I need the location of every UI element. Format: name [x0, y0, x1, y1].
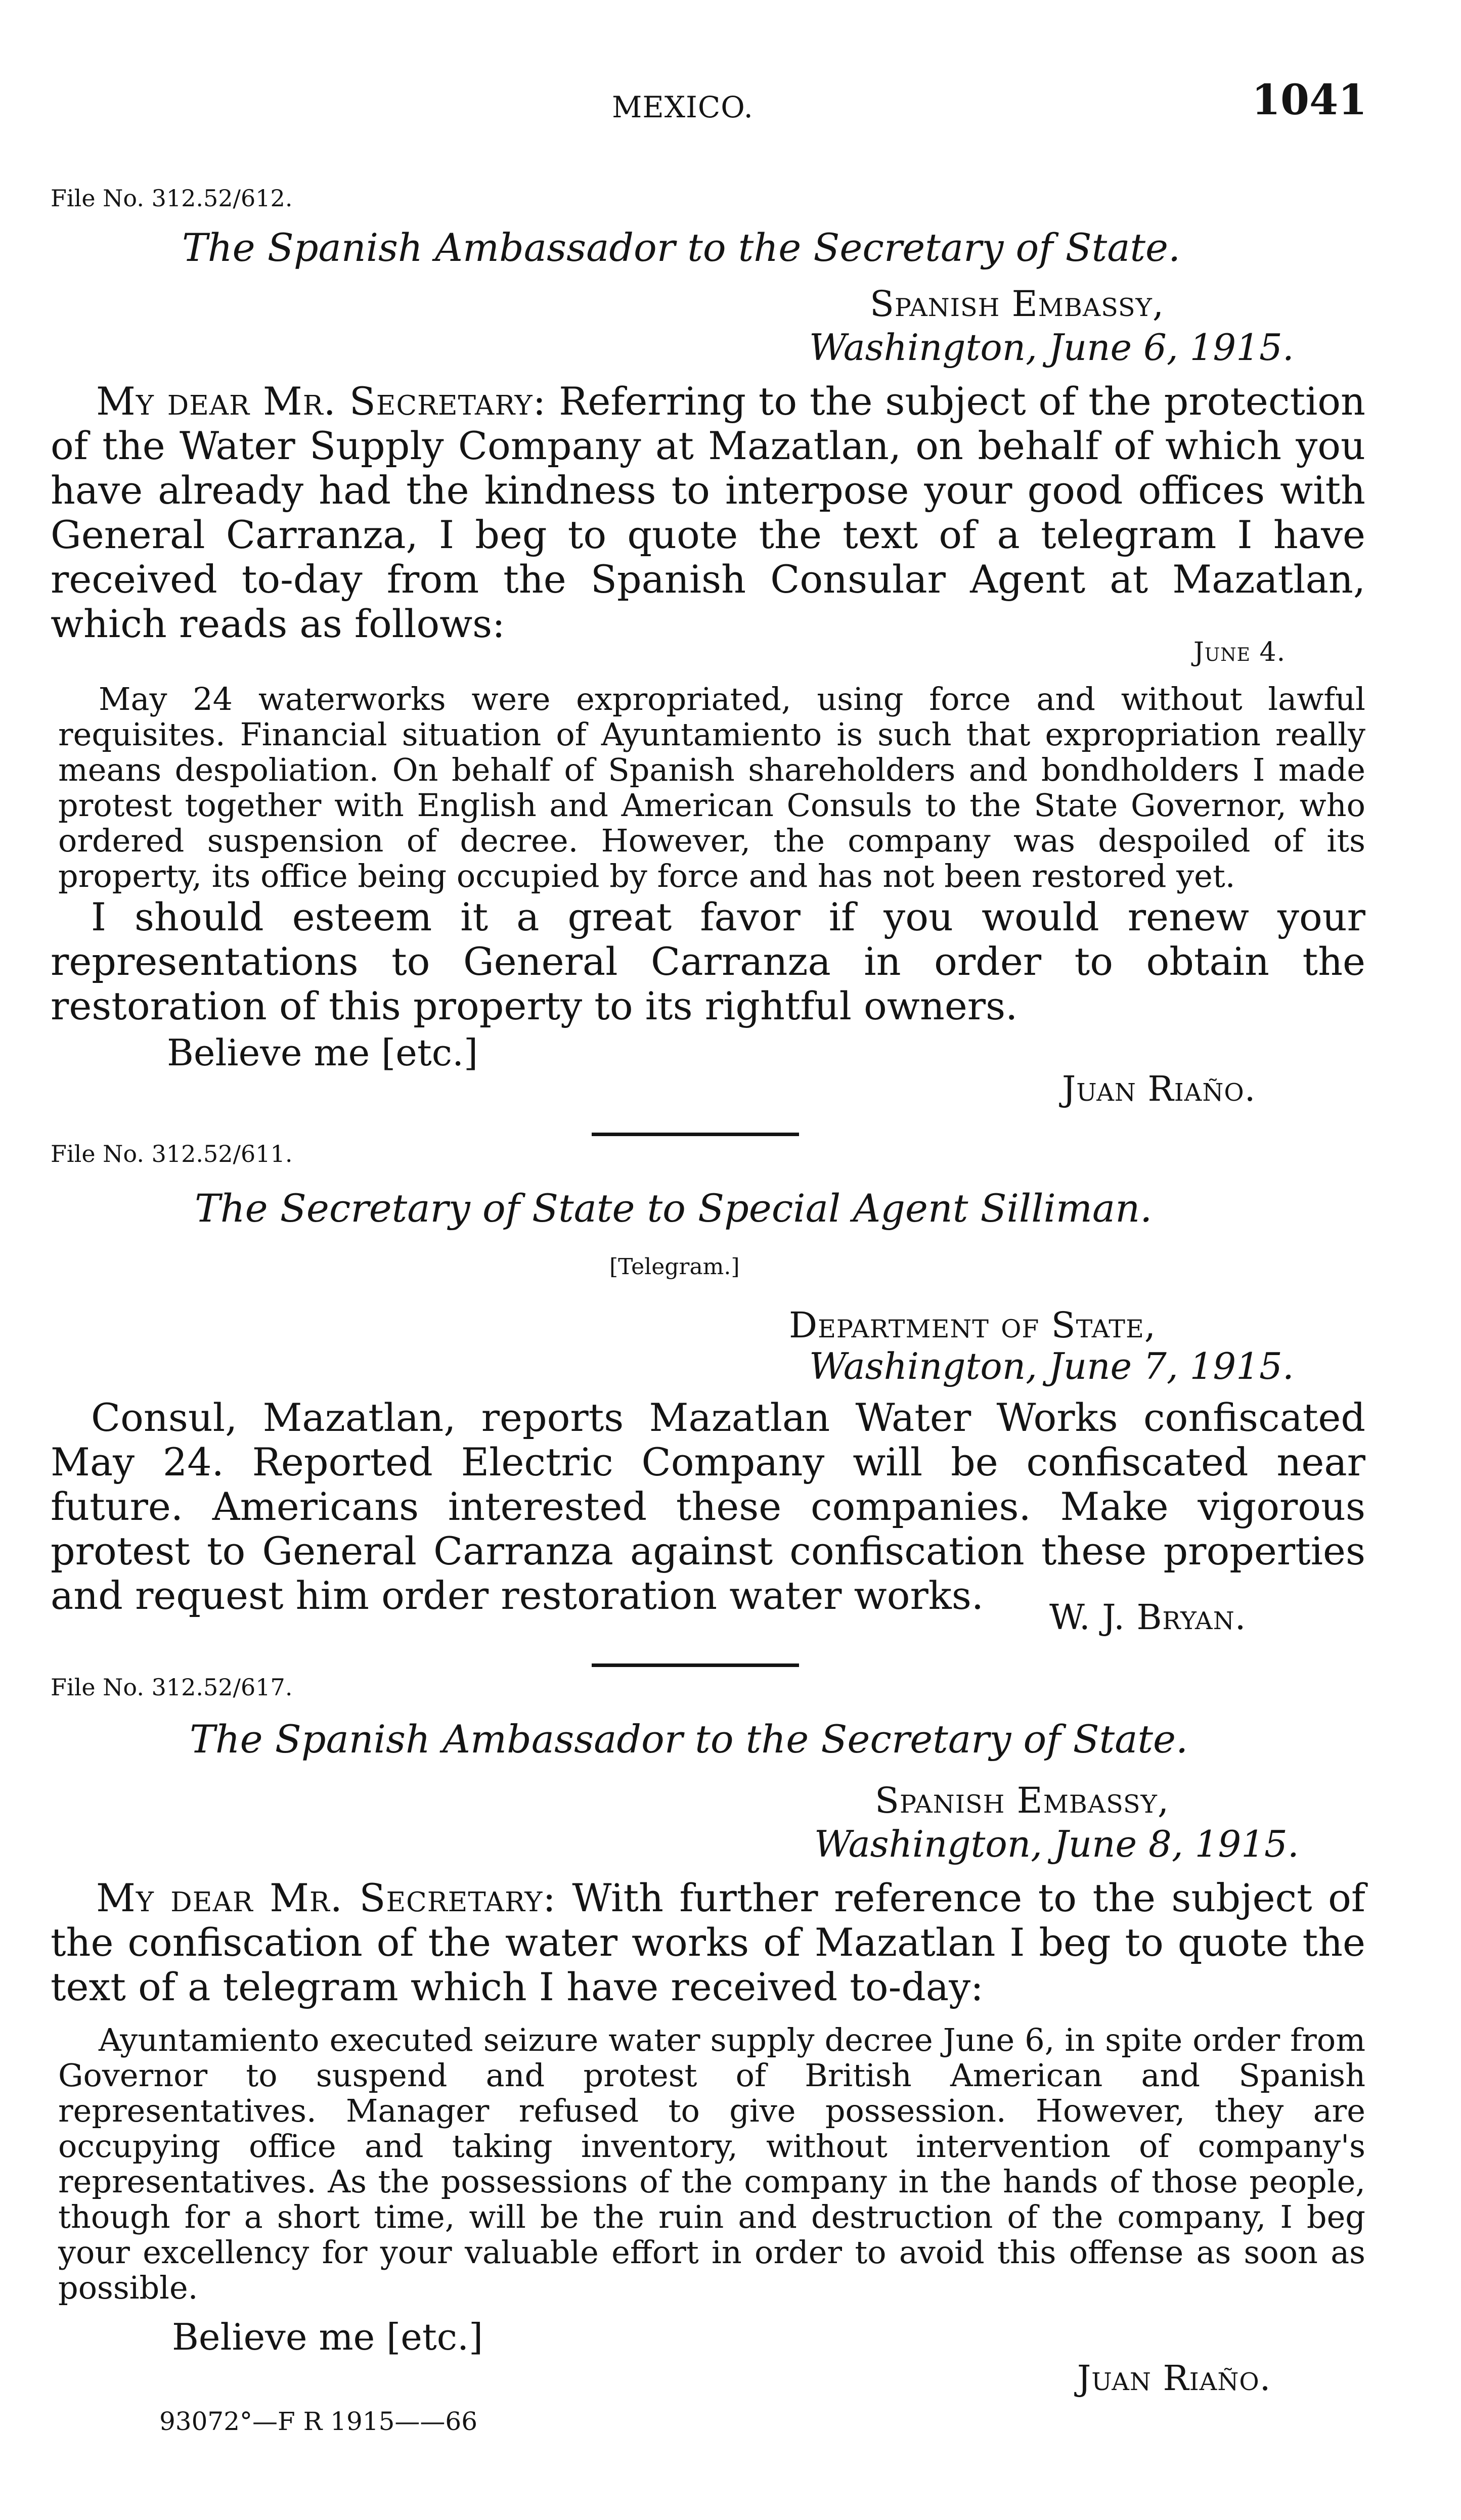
- telegram-body: Consul, Mazatlan, reports Mazatlan Water Works confiscated May 24. Reported Electric Company will be confiscated near future. Americans interested these companies. Make vigorous protest to General Carranza against confiscation these properties and request him order restoration water works.: [51, 1395, 1365, 1618]
- file-label: File No. 312.52/617.: [51, 1674, 293, 1701]
- print-mark: 93072°—F R 1915——66: [159, 2407, 478, 2436]
- document-heading: The Spanish Ambassador to the Secretary of State.: [190, 1717, 1188, 1762]
- document-heading: The Spanish Ambassador to the Secretary of State.: [182, 225, 1181, 270]
- letter-body: [51, 1876, 1365, 2009]
- document-heading: The Secretary of State to Special Agent Silliman.: [195, 1186, 1153, 1231]
- place-date: Washington, June 6, 1915.: [809, 326, 1294, 369]
- place-date: Washington, June 7, 1915.: [809, 1345, 1294, 1387]
- signature: W. J. Bryan.: [1049, 1598, 1247, 1638]
- salutation: My dear Mr. Secretary:: [96, 1875, 556, 1920]
- sender: Spanish Embassy,: [875, 1780, 1170, 1821]
- body-text: With further reference to the subject of the confiscation of the water works of Mazatlan I beg to quote the text of a telegram which I have received to-day:: [51, 1875, 1365, 2009]
- quoted-telegram: May 24 waterworks were expropriated, using force and without lawful requisites. Financial situation of Ayuntamiento is such that expropriation really means despoliation. On behalf of Spanish shareholders and bondholders I made protest together with English and American Consuls to the State Governor, who ordered suspension of decree. However, the company was despoiled of its property, its office being occupied by force and has not been restored yet.: [58, 681, 1365, 894]
- quoted-telegram: Ayuntamiento executed seizure water supply decree June 6, in spite order from Governor to suspend and protest of British American and Spanish representatives. Manager refused to give possession. However, they are occupying office and taking inventory, without intervention of company's representatives. As the possessions of the company in the hands of those people, though for a short time, will be the ruin and destruction of the company, I beg your excellency for your valuable effort in order to avoid this offense as soon as possible.: [58, 2021, 1365, 2306]
- section-divider: [592, 1133, 799, 1136]
- closing: Believe me [etc.]: [172, 2316, 483, 2358]
- telegram-note: [Telegram.]: [609, 1254, 740, 1280]
- salutation: My dear Mr. Secretary:: [96, 379, 547, 424]
- sender: Spanish Embassy,: [870, 283, 1165, 325]
- running-title: MEXICO.: [612, 90, 754, 124]
- file-label: File No. 312.52/611.: [51, 1140, 293, 1167]
- signature: Juan Riaño.: [1077, 2359, 1271, 2399]
- body-text: Referring to the subject of the protection of the Water Supply Company at Mazatlan, on behalf of which you have already had the kindness to interpose your good offices with General Carranza, I beg to quote the text of a telegram I have received to-day from the Spanish Consular Agent at Mazatlan, which reads as follows:: [51, 379, 1365, 646]
- section-divider: [592, 1663, 799, 1667]
- closing: Believe me [etc.]: [167, 1031, 478, 1074]
- letter-body: [51, 379, 1365, 646]
- place-date: Washington, June 8, 1915.: [814, 1823, 1299, 1865]
- signature: Juan Riaño.: [1062, 1069, 1256, 1109]
- closing-paragraph: I should esteem it a great favor if you would renew your representations to General Carranza in order to obtain the restoration of this property to its rightful owners.: [51, 894, 1365, 1028]
- sender: Department of State,: [789, 1304, 1157, 1346]
- quote-date: June 4.: [1193, 637, 1286, 667]
- file-label: File No. 312.52/612.: [51, 185, 293, 212]
- page-number: 1041: [1252, 76, 1367, 124]
